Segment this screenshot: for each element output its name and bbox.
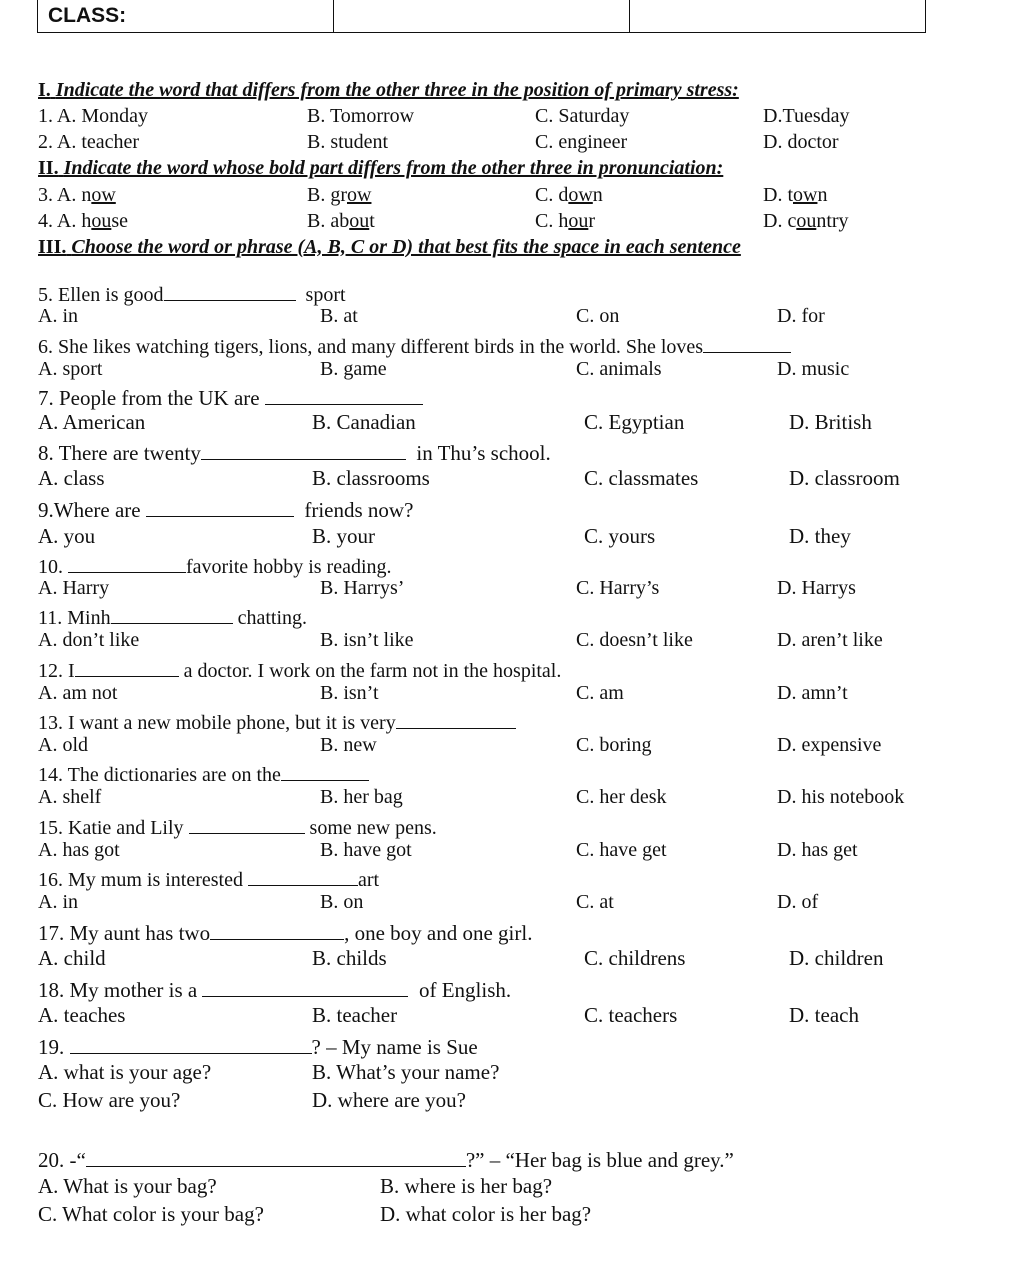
q14-option-d: D. his notebook — [777, 786, 905, 808]
q8-option-b: B. classrooms — [312, 466, 430, 490]
q12-option-d: D. amn’t — [777, 682, 848, 704]
q9-option-b: B. your — [312, 524, 375, 548]
q7-option-d: D. British — [789, 410, 872, 434]
q14-stem: 14. The dictionaries are on the — [38, 760, 369, 787]
q11-option-b: B. isn’t like — [320, 629, 414, 651]
q12-option-b: B. isn’t — [320, 682, 379, 704]
q3-option-a: 3. A. now — [38, 184, 116, 206]
q12-option-a: A. am not — [38, 682, 118, 704]
q1-option-b: B. Tomorrow — [307, 105, 415, 127]
q15-stem: 15. Katie and Lily some new pens. — [38, 813, 437, 840]
answer-blank — [396, 708, 516, 729]
q15-option-c: C. have get — [576, 839, 667, 861]
q13-option-a: A. old — [38, 734, 88, 756]
q3-option-d: D. town — [763, 184, 828, 206]
q1-option-d: D.Tuesday — [763, 105, 850, 127]
q18-option-c: C. teachers — [584, 1003, 678, 1027]
q7-stem: 7. People from the UK are — [38, 383, 423, 411]
q10-option-b: B. Harrys’ — [320, 577, 405, 599]
q17-option-a: A. child — [38, 946, 106, 970]
q5-option-b: B. at — [320, 305, 358, 327]
q11-stem: 11. Minh chatting. — [38, 603, 307, 630]
answer-blank — [146, 495, 294, 517]
class-label: CLASS: — [48, 4, 127, 27]
answer-blank — [201, 438, 406, 460]
q13-stem: 13. I want a new mobile phone, but it is very — [38, 708, 516, 735]
q6-stem: 6. She likes watching tigers, lions, and many different birds in the world. She loves — [38, 332, 791, 359]
q17-stem: 17. My aunt has two , one boy and one girl. — [38, 918, 532, 946]
q11-option-a: A. don’t like — [38, 629, 140, 651]
q15-option-a: A. has got — [38, 839, 120, 861]
q13-option-d: D. expensive — [777, 734, 882, 756]
q9-option-d: D. they — [789, 524, 851, 548]
q5-option-c: C. on — [576, 305, 620, 327]
answer-blank — [703, 332, 791, 353]
q8-option-c: C. classmates — [584, 466, 699, 490]
header-cell-3 — [630, 0, 925, 32]
q19-stem: 19. ? – My name is Sue — [38, 1032, 478, 1060]
q17-option-b: B. childs — [312, 946, 387, 970]
q12-option-c: C. am — [576, 682, 624, 704]
q20-option-b: B. where is her bag? — [380, 1174, 553, 1198]
q6-option-b: B. game — [320, 358, 387, 380]
q10-option-d: D. Harrys — [777, 577, 856, 599]
answer-blank — [210, 918, 344, 940]
q17-option-d: D. children — [789, 946, 884, 970]
q10-option-c: C. Harry’s — [576, 577, 660, 599]
answer-blank — [164, 280, 296, 301]
answer-blank — [202, 975, 408, 997]
q20-stem: 20. -“ ?” – “Her bag is blue and grey.” — [38, 1145, 734, 1173]
q11-option-c: C. doesn’t like — [576, 629, 693, 651]
q10-option-a: A. Harry — [38, 577, 110, 599]
q11-option-d: D. aren’t like — [777, 629, 883, 651]
q9-option-a: A. you — [38, 524, 96, 548]
answer-blank — [68, 552, 186, 573]
q1-option-c: C. Saturday — [535, 105, 630, 127]
q5-stem: 5. Ellen is good sport — [38, 280, 346, 307]
q19-option-b: B. What’s your name? — [312, 1060, 500, 1084]
answer-blank — [265, 383, 423, 405]
q20-option-d: D. what color is her bag? — [380, 1202, 592, 1226]
q4-option-a: 4. A. house — [38, 210, 129, 232]
q6-option-a: A. sport — [38, 358, 103, 380]
q16-option-d: D. of — [777, 891, 819, 913]
section-1-heading: I. Indicate the word that differs from the other three in the position of primary stress: — [38, 79, 739, 101]
q1-option-a: 1. A. Monday — [38, 105, 148, 127]
answer-blank — [75, 656, 179, 677]
q16-option-b: B. on — [320, 891, 364, 913]
q16-stem: 16. My mum is interested art — [38, 865, 379, 892]
q20-option-c: C. What color is your bag? — [38, 1202, 264, 1226]
class-label-cell — [38, 0, 334, 32]
q6-option-c: C. animals — [576, 358, 662, 380]
q18-stem: 18. My mother is a of English. — [38, 975, 511, 1003]
q16-option-c: C. at — [576, 891, 614, 913]
q19-option-a: A. what is your age? — [38, 1060, 212, 1084]
q2-option-b: B. student — [307, 131, 389, 153]
q17-option-c: C. childrens — [584, 946, 686, 970]
answer-blank — [86, 1145, 466, 1167]
q7-option-b: B. Canadian — [312, 410, 416, 434]
q19-option-c: C. How are you? — [38, 1088, 181, 1112]
q4-option-c: C. hour — [535, 210, 596, 232]
q18-option-a: A. teaches — [38, 1003, 126, 1027]
answer-blank — [111, 603, 233, 624]
answer-blank — [248, 865, 358, 886]
q20-option-a: A. What is your bag? — [38, 1174, 217, 1198]
q8-option-a: A. class — [38, 466, 105, 490]
q14-option-a: A. shelf — [38, 786, 102, 808]
answer-blank — [70, 1032, 312, 1054]
section-2-heading: II. Indicate the word whose bold part differs from the other three in pronunciation: — [38, 157, 724, 179]
q7-option-a: A. American — [38, 410, 146, 434]
q15-option-d: D. has get — [777, 839, 858, 861]
answer-blank — [189, 813, 305, 834]
q15-option-b: B. have got — [320, 839, 412, 861]
answer-blank — [281, 760, 369, 781]
header-cell-2 — [334, 0, 630, 32]
q2-option-d: D. doctor — [763, 131, 839, 153]
q16-option-a: A. in — [38, 891, 78, 913]
q2-option-a: 2. A. teacher — [38, 131, 140, 153]
q19-option-d: D. where are you? — [312, 1088, 466, 1112]
q9-stem: 9.Where are friends now? — [38, 495, 413, 523]
q10-stem: 10. favorite hobby is reading. — [38, 552, 392, 579]
q5-option-a: A. in — [38, 305, 78, 327]
q14-option-b: B. her bag — [320, 786, 403, 808]
class-header-table — [37, 0, 926, 33]
q5-option-d: D. for — [777, 305, 825, 327]
q12-stem: 12. I a doctor. I work on the farm not in the hospital. — [38, 656, 561, 683]
section-3-heading: III. Choose the word or phrase (A, B, C or D) that best fits the space in each sentence — [38, 236, 741, 258]
q8-option-d: D. classroom — [789, 466, 900, 490]
q6-option-d: D. music — [777, 358, 850, 380]
q8-stem: 8. There are twenty in Thu’s school. — [38, 438, 551, 466]
q18-option-d: D. teach — [789, 1003, 859, 1027]
q2-option-c: C. engineer — [535, 131, 628, 153]
q13-option-c: C. boring — [576, 734, 652, 756]
q7-option-c: C. Egyptian — [584, 410, 685, 434]
q3-option-b: B. grow — [307, 184, 372, 206]
q9-option-c: C. yours — [584, 524, 656, 548]
q14-option-c: C. her desk — [576, 786, 667, 808]
q13-option-b: B. new — [320, 734, 377, 756]
q4-option-d: D. country — [763, 210, 849, 232]
q4-option-b: B. about — [307, 210, 375, 232]
q18-option-b: B. teacher — [312, 1003, 398, 1027]
q3-option-c: C. down — [535, 184, 603, 206]
